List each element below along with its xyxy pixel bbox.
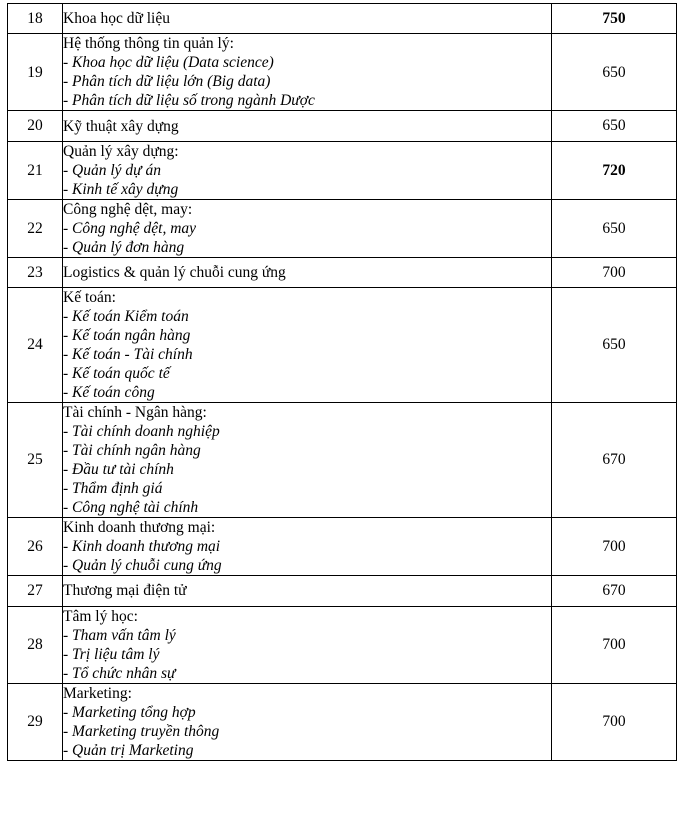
major-subitem: - Quản trị Marketing bbox=[63, 741, 194, 759]
major-subitem: - Kế toán - Tài chính bbox=[63, 346, 193, 364]
major-subitem: - Quản lý đơn hàng bbox=[63, 238, 185, 256]
major-subitem: - Quản lý chuỗi cung ứng bbox=[63, 557, 222, 575]
score-cell: 650 bbox=[552, 34, 677, 111]
row-index-cell: 19 bbox=[8, 34, 63, 111]
major-subitem: - Kế toán Kiểm toán bbox=[63, 308, 189, 326]
score-cell: 700 bbox=[552, 518, 677, 576]
score-cell: 650 bbox=[552, 288, 677, 403]
major-title: Quản lý xây dựng: bbox=[63, 142, 179, 160]
score-cell: 700 bbox=[552, 606, 677, 683]
table-row bbox=[8, 199, 677, 257]
table-row bbox=[8, 257, 677, 287]
row-index-cell: 18 bbox=[8, 4, 63, 34]
major-name-cell bbox=[63, 288, 552, 403]
row-index-cell: 29 bbox=[8, 683, 63, 760]
major-title: Marketing: bbox=[63, 684, 132, 702]
major-title: Khoa học dữ liệu bbox=[63, 10, 170, 28]
major-name-cell bbox=[63, 576, 552, 606]
major-subitem: - Công nghệ dệt, may bbox=[63, 219, 197, 237]
admission-score-table bbox=[7, 3, 677, 761]
major-name-cell bbox=[63, 34, 552, 111]
major-subitem: - Phân tích dữ liệu lớn (Big data) bbox=[63, 73, 271, 91]
major-name-cell bbox=[63, 141, 552, 199]
major-subitem: - Tổ chức nhân sự bbox=[63, 664, 176, 682]
major-title: Thương mại điện tử bbox=[63, 582, 187, 600]
major-title: Công nghệ dệt, may: bbox=[63, 200, 193, 218]
major-title: Tài chính - Ngân hàng: bbox=[63, 404, 207, 422]
major-name-cell bbox=[63, 199, 552, 257]
row-index-cell: 20 bbox=[8, 111, 63, 141]
row-index-cell: 22 bbox=[8, 199, 63, 257]
major-subitem: - Trị liệu tâm lý bbox=[63, 645, 160, 663]
row-index-cell: 25 bbox=[8, 403, 63, 518]
score-cell: 650 bbox=[552, 199, 677, 257]
major-title: Kỹ thuật xây dựng bbox=[63, 117, 179, 135]
row-index-cell: 27 bbox=[8, 576, 63, 606]
table-row bbox=[8, 403, 677, 518]
table-row bbox=[8, 683, 677, 760]
major-title: Hệ thống thông tin quản lý: bbox=[63, 35, 234, 53]
table-row bbox=[8, 34, 677, 111]
major-subitem: - Marketing truyền thông bbox=[63, 722, 220, 740]
major-subitem: - Khoa học dữ liệu (Data science) bbox=[63, 54, 274, 72]
major-name-cell bbox=[63, 257, 552, 287]
score-cell: 670 bbox=[552, 576, 677, 606]
row-index-cell: 28 bbox=[8, 606, 63, 683]
major-subitem: - Kinh doanh thương mại bbox=[63, 538, 221, 556]
major-name-cell bbox=[63, 403, 552, 518]
major-title: Kế toán: bbox=[63, 289, 116, 307]
table-row bbox=[8, 111, 677, 141]
row-index-cell: 26 bbox=[8, 518, 63, 576]
major-title: Logistics & quản lý chuỗi cung ứng bbox=[63, 263, 286, 281]
score-cell: 750 bbox=[552, 4, 677, 34]
table-row bbox=[8, 576, 677, 606]
major-subitem: - Thẩm định giá bbox=[63, 480, 163, 498]
major-subitem: - Quản lý dự án bbox=[63, 161, 161, 179]
major-name-cell bbox=[63, 4, 552, 34]
major-subitem: - Kế toán công bbox=[63, 384, 155, 402]
score-cell: 720 bbox=[552, 141, 677, 199]
table-body bbox=[8, 4, 677, 761]
table-row bbox=[8, 518, 677, 576]
major-subitem: - Tài chính doanh nghiệp bbox=[63, 423, 220, 441]
major-subitem: - Tài chính ngân hàng bbox=[63, 442, 201, 460]
score-cell: 670 bbox=[552, 403, 677, 518]
major-title: Kinh doanh thương mại: bbox=[63, 519, 216, 537]
major-name-cell bbox=[63, 683, 552, 760]
major-subitem: - Phân tích dữ liệu số trong ngành Dược bbox=[63, 92, 315, 110]
major-title: Tâm lý học: bbox=[63, 607, 138, 625]
major-name-cell bbox=[63, 518, 552, 576]
table-row bbox=[8, 606, 677, 683]
major-name-cell bbox=[63, 606, 552, 683]
major-subitem: - Marketing tổng hợp bbox=[63, 703, 196, 721]
table-row bbox=[8, 288, 677, 403]
row-index-cell: 23 bbox=[8, 257, 63, 287]
score-cell: 650 bbox=[552, 111, 677, 141]
table-row bbox=[8, 141, 677, 199]
major-subitem: - Kế toán ngân hàng bbox=[63, 327, 191, 345]
score-cell: 700 bbox=[552, 257, 677, 287]
score-cell: 700 bbox=[552, 683, 677, 760]
major-subitem: - Kinh tế xây dựng bbox=[63, 180, 179, 198]
major-subitem: - Công nghệ tài chính bbox=[63, 499, 199, 517]
major-subitem: - Tham vấn tâm lý bbox=[63, 626, 176, 644]
major-subitem: - Đầu tư tài chính bbox=[63, 461, 174, 479]
table-row bbox=[8, 4, 677, 34]
major-subitem: - Kế toán quốc tế bbox=[63, 365, 170, 383]
row-index-cell: 24 bbox=[8, 288, 63, 403]
major-name-cell bbox=[63, 111, 552, 141]
row-index-cell: 21 bbox=[8, 141, 63, 199]
